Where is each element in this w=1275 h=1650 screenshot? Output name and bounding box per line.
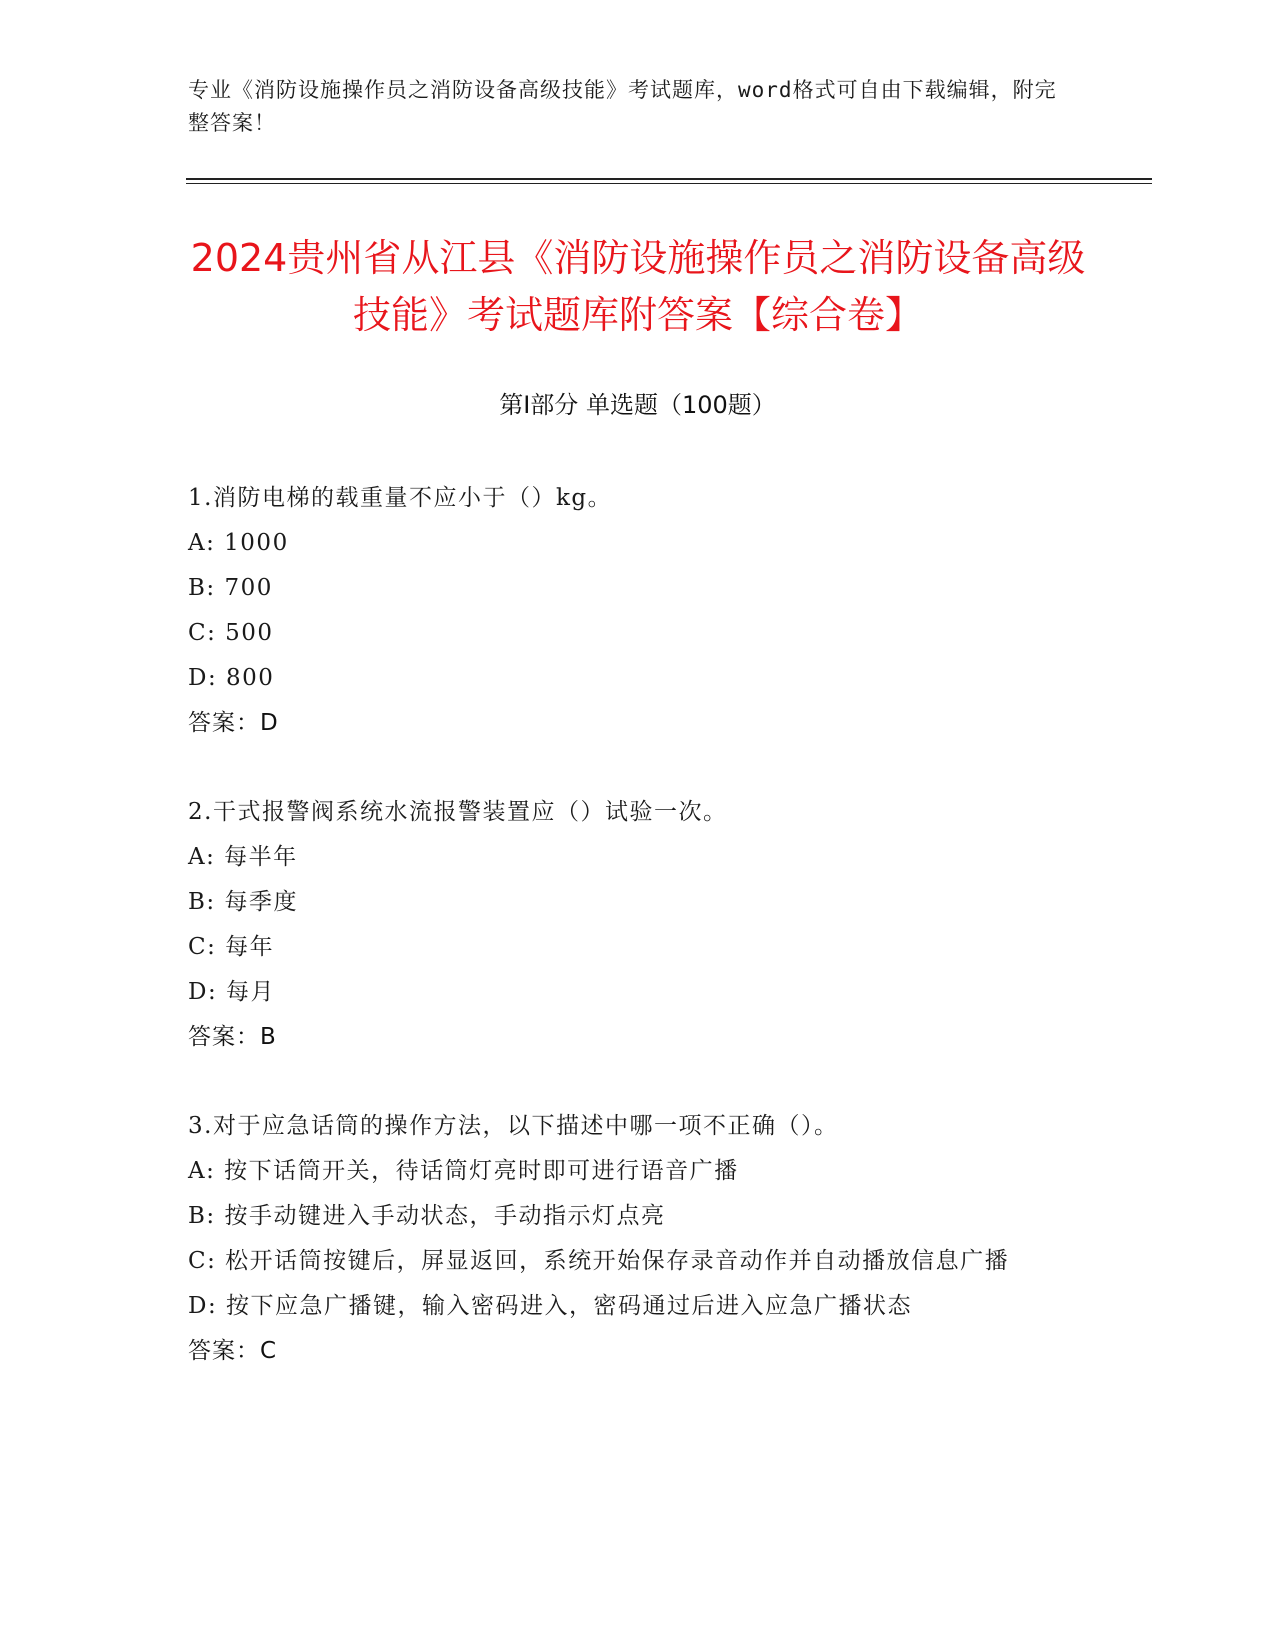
option-b: B: 700	[188, 575, 273, 601]
question-2	[188, 790, 1088, 1060]
option-c: C: 松开话筒按键后，屏显返回，系统开始保存录音动作并自动播放信息广播	[188, 1248, 1010, 1274]
document-title: 2024贵州省从江县《消防设施操作员之消防设备高级技能》考试题库附答案【综合卷】	[190, 236, 1086, 337]
option-c: C: 500	[188, 620, 274, 646]
option-d: D: 每月	[188, 979, 276, 1005]
header-divider-thin	[186, 183, 1152, 184]
option-d: D: 按下应急广播键，输入密码进入，密码通过后进入应急广播状态	[188, 1293, 913, 1319]
question-list	[188, 476, 1088, 1418]
question-1	[188, 476, 1088, 746]
option-d: D: 800	[188, 665, 275, 691]
question-text: 1.消防电梯的载重量不应小于（）kg。	[188, 485, 613, 511]
question-text: 2.干式报警阀系统水流报警装置应（）试验一次。	[188, 799, 728, 825]
question-text: 3.对于应急话筒的操作方法，以下描述中哪一项不正确（）。	[188, 1113, 839, 1139]
question-3	[188, 1104, 1088, 1374]
option-a: A: 按下话筒开关，待话筒灯亮时即可进行语音广播	[188, 1158, 739, 1184]
header-note: 专业《消防设施操作员之消防设备高级技能》考试题库，word格式可自由下载编辑，附完整答案！	[188, 78, 1057, 135]
answer: 答案：D	[188, 710, 279, 736]
option-b: B: 每季度	[188, 889, 298, 915]
option-a: A: 每半年	[188, 844, 298, 870]
option-c: C: 每年	[188, 934, 275, 960]
answer: 答案：B	[188, 1024, 277, 1050]
header-divider-thick	[186, 178, 1152, 180]
option-b: B: 按手动键进入手动状态，手动指示灯点亮	[188, 1203, 666, 1229]
section-heading: 第Ⅰ部分 单选题（100题）	[499, 391, 776, 419]
option-a: A: 1000	[188, 530, 289, 556]
answer: 答案：C	[188, 1338, 278, 1364]
